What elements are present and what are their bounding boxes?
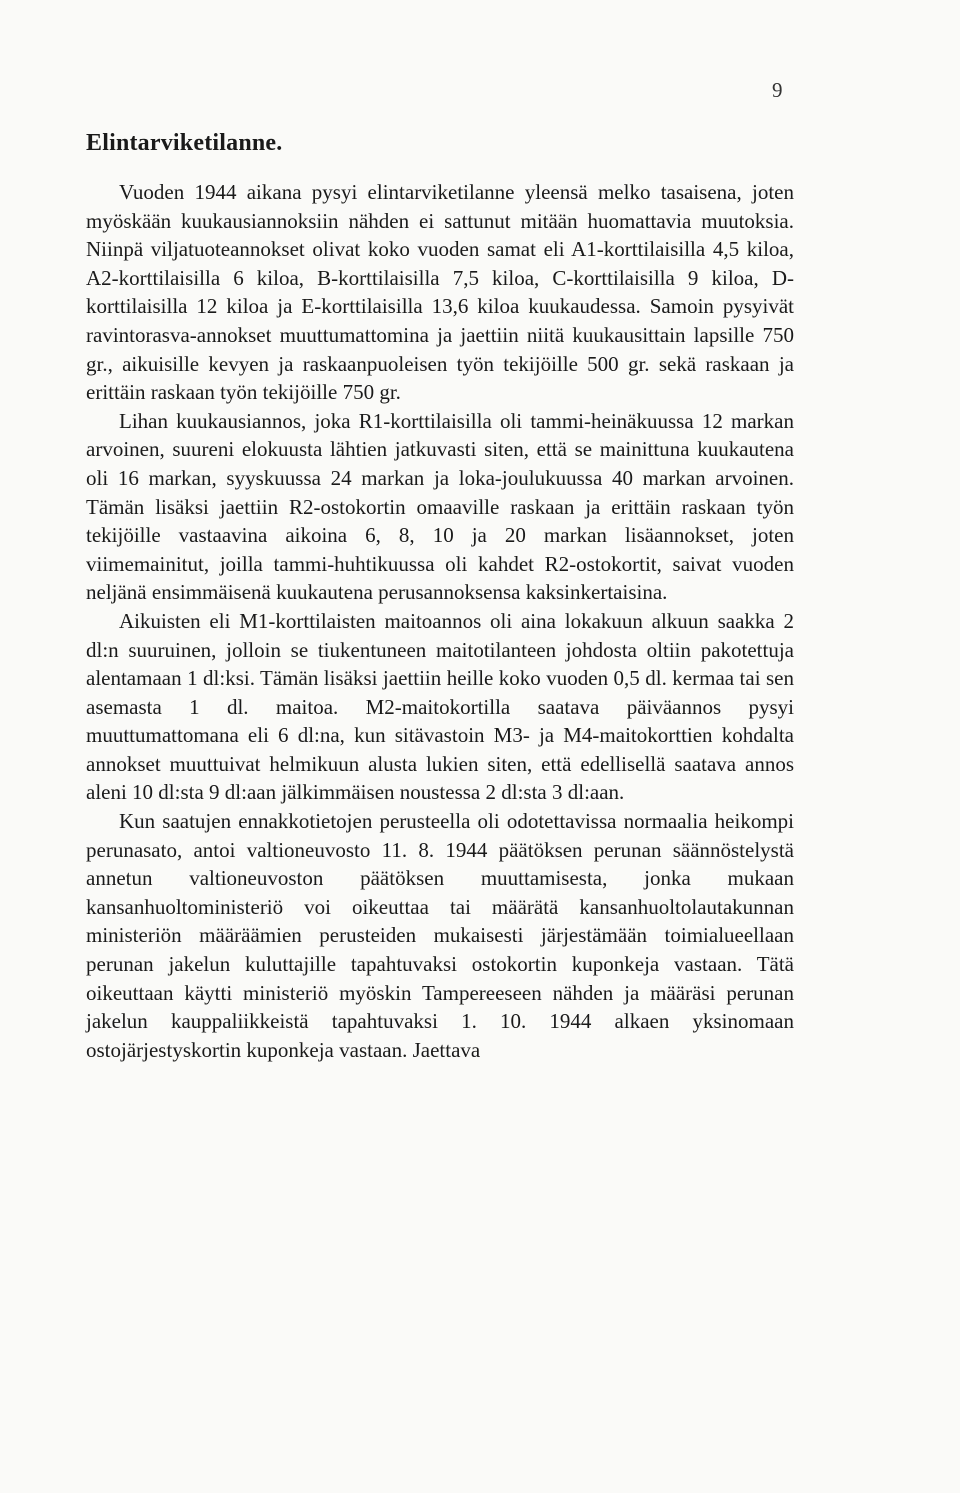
paragraph-milk: Aikuisten eli M1-korttilaisten maitoannos oli aina lokakuun alkuun saakka 2 dl:n suuruinen, jolloin se tiukentuneen maitotilanteen johdosta oltiin pakotettuja alentamaan 1 dl:ksi. Tämän lisäksi jaettiin heille koko vuoden 0,5 dl. kermaa tai sen asemasta 1 dl. maitoa. M2-maitokortilla saatava päiväannos pysyi muuttumattomana eli 6 dl:na, kun sitävastoin M3- ja M4-maitokorttien kohdalta annokset muuttuivat helmikuun alusta lukien siten, että edellisellä saatava annos aleni 10 dl:sta 9 dl:aan jälkimmäisen noustessa 2 dl:sta 3 dl:aan. xyxy=(86,608,794,805)
page-number: 9 xyxy=(772,78,783,102)
section-heading: Elintarviketilanne. xyxy=(86,130,283,156)
body-text xyxy=(86,178,794,1064)
paragraph-meat: Lihan kuukausiannos, joka R1-korttilaisilla oli tammi-heinäkuussa 12 markan arvoinen, suureni elokuusta lähtien jatkuvasti siten, että se mainittuna kuukautena oli 16 markan, syyskuussa 24 markan ja loka-joulukuussa 40 markan arvoinen. Tämän lisäksi jaettiin R2-ostokortin omaaville raskaan ja erittäin raskaan työn tekijöille vastaavina aikoina 6, 8, 10 ja 20 markan lisäannokset, joten viimemainitut, joilla tammi-huhtikuussa oli kahdet R2-ostokortit, saivat vuoden neljänä ensimmäisenä kuukautena perusannoksensa kaksinkertaisina. xyxy=(86,408,794,605)
paragraph-potato: Kun saatujen ennakkotietojen perusteella oli odotettavissa normaalia heikompi perunasato, antoi valtioneuvosto 11. 8. 1944 päätöksen perunan säännöstelystä annetun valtioneuvoston päätöksen muuttamisesta, jonka mukaan kansanhuoltoministeriö voi oikeuttaa tai määrätä kansanhuoltolautakunnan ministeriön määräämien perusteiden mukaisesti järjestämään toimialueellaan perunan jakelun kuluttajille tapahtuvaksi ostokortin kuponkeja vastaan. Tätä oikeuttaan käytti ministeriö myöskin Tampereeseen nähden ja määräsi perunan jakelun kauppaliikkeistä tapahtuvaksi 1. 10. 1944 alkaen yksinomaan ostojärjestyskortin kuponkeja vastaan. Jaettava xyxy=(86,809,794,1062)
paragraph-grain-and-fat: Vuoden 1944 aikana pysyi elintarviketilanne yleensä melko tasaisena, joten myöskään kuukausiannoksiin nähden ei sattunut mitään huomattavia muutoksia. Niinpä viljatuoteannokset olivat koko vuoden samat eli A1-korttilaisilla 4,5 kiloa, A2-korttilaisilla 6 kiloa, B-korttilaisilla 7,5 kiloa, C-korttilaisilla 9 kiloa, D-korttilaisilla 12 kiloa ja E-korttilaisilla 13,6 kiloa kuukaudessa. Samoin pysyivät ravintorasva-annokset muuttumattomina ja jaettiin niitä kuukausittain lapsille 750 gr., aikuisille kevyen ja raskaanpuoleisen työn tekijöille 500 gr. sekä raskaan ja erittäin raskaan työn tekijöille 750 gr. xyxy=(86,180,794,405)
